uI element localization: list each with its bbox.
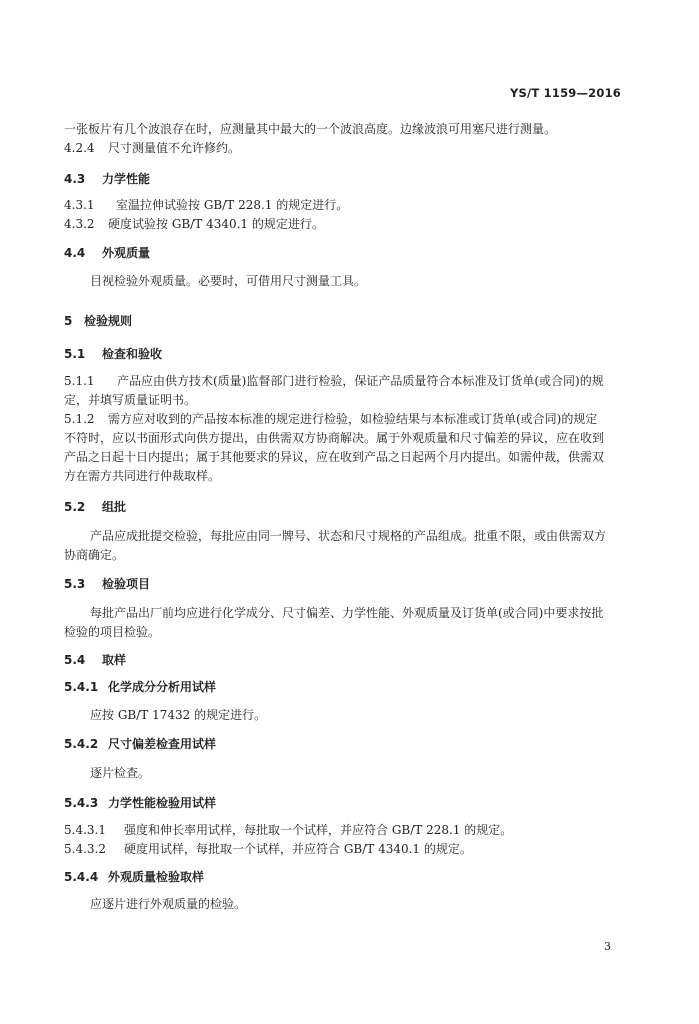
- clause-number: 5.1.2: [64, 412, 95, 426]
- heading-text: 力学性能检验用试样: [108, 796, 217, 810]
- clause-number: 4.2.4: [64, 141, 95, 155]
- paragraph-line: 协商确定。: [64, 548, 125, 562]
- heading-text: 组批: [102, 500, 127, 514]
- heading-5-4-3: [64, 795, 630, 811]
- clause-text: 硬度试验按 GB/T 4340.1 的规定进行。: [108, 217, 324, 231]
- paragraph-line: 应逐片进行外观质量的检验。: [90, 897, 247, 911]
- paragraph-line: 产品之日起十日内提出；属于其他要求的异议，应在收到产品之日起两个月内提出。如需仲裁，供需双: [64, 450, 605, 464]
- clause-5-1-1: [64, 373, 630, 389]
- clause-4-2-4: [64, 140, 630, 156]
- paragraph-line: 应按 GB/T 17432 的规定进行。: [90, 708, 267, 722]
- heading-number: 5.4.2: [64, 737, 99, 751]
- clause-5-4-3-2: [64, 841, 630, 857]
- heading-number: 5: [64, 314, 73, 328]
- heading-5: [64, 313, 630, 329]
- heading-number: 4.3: [64, 172, 86, 186]
- standard-code-header: YS/T 1159—2016: [510, 86, 621, 100]
- heading-number: 5.2: [64, 500, 86, 514]
- paragraph-line: 不符时，应以书面形式向供方提出，由供需双方协商解决。属于外观质量和尺寸偏差的异议，应在收到: [64, 431, 605, 445]
- clause-number: 5.1.1: [64, 374, 95, 388]
- heading-5-3: [64, 576, 630, 592]
- heading-number: 5.4: [64, 653, 86, 667]
- clause-4-3-1: [64, 197, 630, 213]
- clause-number: 4.3.1: [64, 198, 95, 212]
- heading-5-4-2: [64, 736, 630, 752]
- clause-5-4-3-1: [64, 822, 630, 838]
- paragraph-line: 产品应成批提交检验，每批应由同一牌号、状态和尺寸规格的产品组成。批重不限，或由供需双方: [90, 529, 607, 543]
- paragraph-line: 定，并填写质量证明书。: [64, 393, 197, 407]
- clause-text: 产品应由供方技术(质量)监督部门进行检验，保证产品质量符合本标准及订货单(或合同)的规: [117, 374, 604, 388]
- clause-text: 硬度用试样，每批取一个试样，并应符合 GB/T 4340.1 的规定。: [124, 842, 472, 856]
- paragraph-line: 方在需方共同进行仲裁取样。: [64, 469, 221, 483]
- heading-5-2: [64, 499, 630, 515]
- heading-4-3: [64, 171, 630, 187]
- heading-number: 5.1: [64, 347, 86, 361]
- heading-5-4-4: [64, 869, 630, 885]
- heading-text: 尺寸偏差检查用试样: [108, 737, 217, 751]
- clause-number: 5.4.3.2: [64, 842, 106, 856]
- heading-text: 外观质量检验取样: [108, 870, 205, 884]
- heading-number: 4.4: [64, 246, 86, 260]
- heading-text: 取样: [102, 653, 127, 667]
- paragraph-line: 检验的项目检验。: [64, 625, 161, 639]
- heading-5-1: [64, 346, 630, 362]
- clause-text: 需方应对收到的产品按本标准的规定进行检验，如检验结果与本标准或订货单(或合同)的规定: [108, 412, 598, 426]
- clause-text: 尺寸测量值不允许修约。: [108, 141, 241, 155]
- heading-text: 检查和验收: [102, 347, 163, 361]
- clause-5-1-2: [64, 411, 630, 427]
- clause-number: 5.4.3.1: [64, 823, 106, 837]
- heading-text: 化学成分分析用试样: [108, 680, 217, 694]
- heading-text: 外观质量: [102, 246, 151, 260]
- paragraph-line: 目视检验外观质量。必要时，可借用尺寸测量工具。: [90, 274, 367, 288]
- heading-text: 检验规则: [84, 314, 133, 328]
- clause-4-3-2: [64, 216, 630, 232]
- heading-number: 5.4.3: [64, 796, 99, 810]
- paragraph-line: 每批产品出厂前均应进行化学成分、尺寸偏差、力学性能、外观质量及订货单(或合同)中要求按批: [90, 606, 604, 620]
- heading-number: 5.4.1: [64, 680, 99, 694]
- heading-text: 检验项目: [102, 577, 151, 591]
- heading-number: 5.3: [64, 577, 86, 591]
- heading-5-4: [64, 652, 630, 668]
- paragraph-line: 一张板片有几个波浪存在时，应测量其中最大的一个波浪高度。边缘波浪可用塞尺进行测量。: [64, 122, 557, 136]
- heading-4-4: [64, 245, 630, 261]
- clause-text: 室温拉伸试验按 GB/T 228.1 的规定进行。: [116, 198, 349, 212]
- paragraph-line: 逐片检查。: [90, 766, 151, 780]
- page-number: 3: [604, 940, 611, 953]
- clause-number: 4.3.2: [64, 217, 95, 231]
- clause-text: 强度和伸长率用试样，每批取一个试样，并应符合 GB/T 228.1 的规定。: [124, 823, 513, 837]
- heading-5-4-1: [64, 679, 630, 695]
- heading-number: 5.4.4: [64, 870, 99, 884]
- heading-text: 力学性能: [102, 172, 151, 186]
